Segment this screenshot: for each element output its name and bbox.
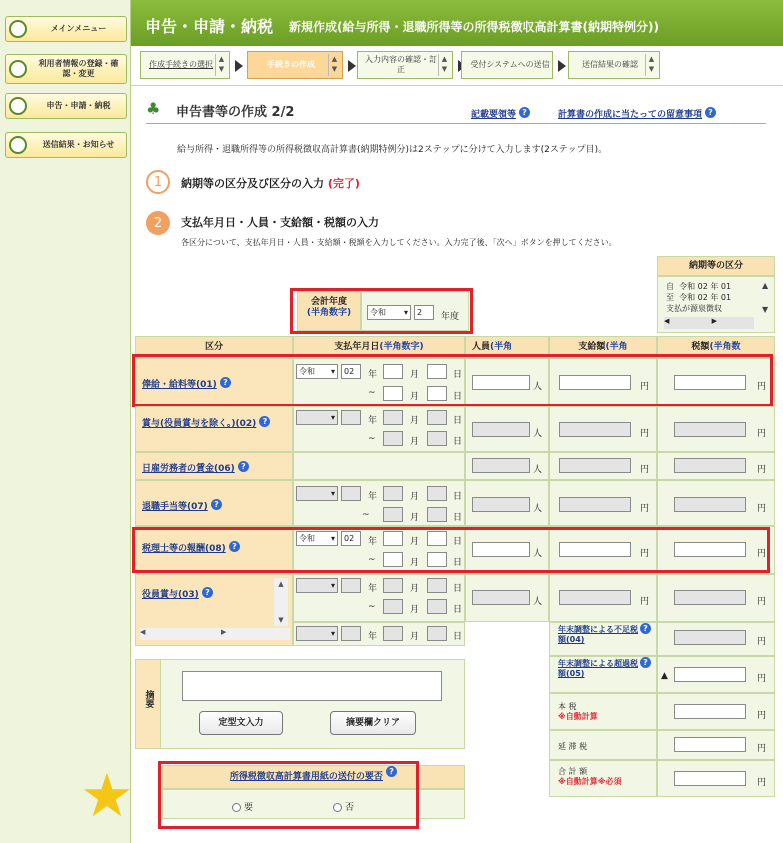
excess-input[interactable] (674, 667, 746, 682)
yen-unit: 円 (757, 429, 767, 439)
month-input[interactable] (383, 486, 403, 501)
row-label-link[interactable]: 日雇労務者の賃金(06) (142, 464, 235, 474)
day-unit: 日 (453, 605, 463, 615)
progress-steps (131, 46, 783, 86)
help-icon[interactable]: ? (640, 623, 651, 634)
scroll-arrows-icon: ▲ ▼ (328, 54, 340, 76)
day-unit: 日 (453, 437, 463, 447)
intro-text: 給与所得・退職所得等の所得税徴収高計算書(納期特例分)は2ステップに分けて入力します(2ステップ目)。 (177, 145, 608, 155)
tax-input[interactable] (674, 458, 746, 473)
era-select[interactable] (296, 410, 338, 425)
sidebar-item-main-menu[interactable]: メインメニュー (5, 16, 127, 42)
era-select[interactable] (296, 626, 338, 641)
pay-input[interactable] (559, 590, 631, 605)
day-input[interactable] (427, 578, 447, 593)
memo-clear-button[interactable]: 摘要欄クリア (330, 711, 416, 735)
step1-status: (完了) (327, 177, 360, 190)
tilde: ~ (368, 388, 376, 398)
help-icon[interactable]: ? (202, 587, 213, 598)
fiscal-era-select[interactable]: 令和 ▾ (367, 305, 411, 320)
day-unit: 日 (453, 370, 463, 380)
year-unit: 年 (368, 416, 378, 426)
yen-unit: 円 (757, 504, 767, 514)
from-value: 令和 02 年 01 (679, 282, 732, 291)
era-select[interactable]: 令和 ▾ (296, 364, 338, 379)
header-pay-label: 支給額 (578, 342, 606, 352)
yen-unit: 円 (640, 429, 650, 439)
highlight-box (290, 288, 473, 334)
day-input[interactable] (427, 599, 447, 614)
scroll-arrows-icon: ▲ ▼ (215, 54, 227, 76)
people-input[interactable] (472, 497, 530, 512)
total-label: 合 計 額 (558, 767, 588, 776)
header-category: 区分 (135, 336, 293, 358)
day-unit: 日 (453, 537, 463, 547)
header-date-label: 支払年月日 (334, 342, 380, 352)
memo-label: 摘要 (143, 690, 154, 708)
day-input[interactable] (427, 626, 447, 641)
arrow-right-icon (348, 60, 356, 72)
menu-icon (9, 20, 27, 38)
step2-label: 支払年月日・人員・支給額・税額の入力 (181, 216, 379, 229)
month-input[interactable] (383, 431, 403, 446)
clover-icon: ♣ (146, 99, 161, 118)
people-unit: 人 (533, 597, 543, 607)
era-select[interactable] (296, 578, 338, 593)
row-label-link[interactable]: 退職手当等(07) (142, 502, 208, 512)
send-label-link[interactable]: 所得税徴収高計算書用紙の送付の要否 (229, 772, 383, 782)
row-06-date (293, 452, 465, 480)
tax-input[interactable] (674, 497, 746, 512)
help-icon[interactable]: ? (640, 657, 651, 668)
month-unit: 月 (410, 492, 420, 502)
day-unit: 日 (453, 584, 463, 594)
fixed-text-button[interactable]: 定型文入力 (199, 711, 283, 735)
month-unit: 月 (410, 605, 420, 615)
step-result: 送信結果の確認 ▲ ▼ (568, 51, 660, 79)
scrollbar[interactable]: ▲ ▼ (762, 281, 769, 314)
day-unit: 日 (453, 632, 463, 642)
notes-link[interactable]: 計算書の作成に当たっての留意事項 ? (558, 107, 716, 120)
step1-label: 納期等の区分及び区分の入力 (181, 177, 324, 190)
honzei-label: 本 税 (558, 702, 577, 711)
day-unit: 日 (453, 416, 463, 426)
day-input[interactable] (427, 486, 447, 501)
fiscal-label: 会計年度 (310, 297, 347, 307)
page-header (131, 0, 783, 46)
horizontal-scrollbar[interactable]: ◀ ▶ (140, 628, 290, 640)
step1-row (181, 175, 360, 191)
row-label-link[interactable]: 税理士等の報酬(08) (142, 544, 226, 554)
step-confirm: 入力内容の確認・訂正 ▲ ▼ (357, 51, 453, 79)
month-unit: 月 (410, 416, 420, 426)
row-06-label (135, 452, 293, 480)
divider (146, 123, 766, 124)
month-input[interactable] (383, 410, 403, 425)
section-title: 申告・申請・納税 (145, 17, 274, 36)
pay-input[interactable] (559, 422, 631, 437)
yen-unit: 円 (757, 465, 767, 475)
month-input[interactable] (383, 626, 403, 641)
yen-unit: 円 (757, 711, 767, 721)
tilde: ~ (368, 602, 376, 612)
period-note: 支払が源泉徴収 (666, 304, 722, 313)
help-icon[interactable]: ? (238, 461, 249, 472)
people-unit: 人 (533, 429, 543, 439)
day-unit: 日 (453, 513, 463, 523)
tilde: ~ (362, 510, 370, 520)
yen-unit: 円 (757, 778, 767, 788)
day-unit: 日 (453, 392, 463, 402)
excess-label-cell (549, 656, 657, 693)
people-input[interactable] (472, 590, 530, 605)
scroll-arrows-icon: ▲ ▼ (438, 54, 450, 76)
yen-unit: 円 (640, 504, 650, 514)
horizontal-scrollbar[interactable]: ◀ ▶ (664, 317, 754, 329)
year-unit: 年 (368, 537, 378, 547)
yen-unit: 円 (757, 744, 767, 754)
step-select[interactable]: 作成手続きの選択 ▲ ▼ (140, 51, 230, 79)
month-unit: 月 (410, 513, 420, 523)
radio-yes-label: 要 (244, 803, 254, 813)
pay-input[interactable] (559, 497, 631, 512)
radio-no-label: 否 (345, 803, 355, 813)
people-unit: 人 (533, 504, 543, 514)
month-unit: 月 (410, 584, 420, 594)
month-unit: 月 (410, 392, 420, 402)
shortage-input[interactable] (674, 630, 746, 645)
month-unit: 月 (410, 537, 420, 547)
year-unit: 年 (368, 492, 378, 502)
highlight-box (158, 761, 419, 829)
period-from (666, 281, 774, 292)
year-input[interactable] (341, 410, 361, 425)
yen-unit: 円 (757, 597, 767, 607)
sidebar-item-user-info[interactable]: 利用者情報の登録・確認・変更 (5, 54, 127, 84)
sidebar-item-results[interactable]: 送信結果・お知らせ (5, 132, 127, 158)
month-unit: 月 (410, 370, 420, 380)
help-icon[interactable]: ? (259, 416, 270, 427)
era-select[interactable]: 令和 ▾ (296, 531, 338, 546)
honzei-label-cell (549, 693, 657, 730)
month-unit: 月 (410, 437, 420, 447)
row-label-link[interactable]: 俸給・給料等(01) (142, 380, 217, 390)
row-02-label (135, 406, 293, 452)
yen-unit: 円 (757, 674, 767, 684)
yen-unit: 円 (757, 549, 767, 559)
yen-unit: 円 (757, 382, 767, 392)
memo-label-cell (135, 659, 161, 749)
excess-link[interactable]: 年末調整による超過税額(05) (558, 659, 638, 678)
header-people-hint: (半角 (490, 342, 513, 352)
year-unit: 年 (368, 632, 378, 642)
year-input[interactable] (341, 626, 361, 641)
sidebar (0, 0, 131, 843)
fiscal-year-input[interactable]: 2 (414, 305, 434, 320)
vertical-scrollbar[interactable]: ▲ ▼ (274, 578, 288, 626)
month-unit: 月 (410, 632, 420, 642)
year-input[interactable]: 02 (341, 364, 361, 379)
step2-desc: 各区分について、支払年月日・人員・支給額・税額を入力してください。入力完了後、「次へ」ボタンを押してください。 (181, 238, 617, 247)
help-icon[interactable]: ? (705, 107, 716, 118)
from-label: 自 (666, 282, 674, 291)
step-send: 受付システムへの送信 (461, 51, 553, 79)
auto-required-note: ※自動計算※必須 (558, 777, 622, 786)
year-input[interactable] (341, 486, 361, 501)
shortage-label-cell (549, 622, 657, 656)
row-label-link[interactable]: 賞与(役員賞与を除く。)(02) (142, 419, 257, 429)
header-pay-hint: (半角 (605, 342, 628, 352)
help-icon[interactable]: ? (386, 766, 397, 777)
guide-link[interactable]: 記載要領等 ? (471, 107, 530, 120)
day-unit: 日 (453, 492, 463, 502)
tilde: ~ (368, 555, 376, 565)
period-to (666, 292, 774, 303)
month-unit: 月 (410, 558, 420, 568)
year-input[interactable] (341, 578, 361, 593)
arrow-right-icon (558, 60, 566, 72)
shortage-link[interactable]: 年末調整による不足税額(04) (558, 625, 638, 644)
help-icon[interactable]: ? (519, 107, 530, 118)
month-input[interactable] (383, 507, 403, 522)
year-unit: 年度 (441, 312, 460, 322)
target-icon (9, 60, 27, 78)
header-people-label: 人員 (472, 342, 491, 352)
year-unit: 年 (368, 584, 378, 594)
auto-calc-note: ※自動計算 (558, 712, 598, 721)
entai-label-cell (549, 730, 657, 760)
people-unit: 人 (533, 382, 543, 392)
people-unit: 人 (533, 465, 543, 475)
era-select[interactable] (296, 486, 338, 501)
to-label: 至 (666, 293, 674, 302)
row-label-link[interactable]: 役員賞与(03) (142, 590, 199, 600)
year-input[interactable]: 02 (341, 531, 361, 546)
sidebar-item-declaration[interactable]: 申告・申請・納税 (5, 93, 127, 119)
yen-unit: 円 (640, 597, 650, 607)
entai-input[interactable] (674, 737, 746, 752)
step-create: 手続きの作成 ▲ ▼ (247, 51, 343, 79)
people-input[interactable] (472, 422, 530, 437)
clock-icon (9, 136, 27, 154)
total-label-cell (549, 760, 657, 797)
highlight-box (132, 527, 770, 573)
yen-unit: 円 (640, 382, 650, 392)
help-icon[interactable]: ? (229, 541, 240, 552)
fiscal-hint: (半角数字) (306, 308, 352, 318)
help-icon[interactable]: ? (211, 499, 222, 510)
star-icon: ★ (80, 761, 134, 831)
people-input[interactable] (472, 458, 530, 473)
step-number: 1 (146, 170, 170, 194)
day-input[interactable] (427, 507, 447, 522)
day-input[interactable] (427, 410, 447, 425)
tax-input[interactable] (674, 590, 746, 605)
day-unit: 日 (453, 558, 463, 568)
pay-input[interactable] (559, 458, 631, 473)
help-icon[interactable]: ? (220, 377, 231, 388)
page-title: 申告書等の作成 2/2 (176, 105, 295, 120)
minus-marker-icon: ▲ (661, 671, 668, 681)
month-input[interactable] (383, 599, 403, 614)
yen-unit: 円 (640, 549, 650, 559)
entai-label: 延 滞 税 (558, 742, 588, 751)
to-value: 令和 02 年 01 (679, 293, 732, 302)
month-input[interactable] (383, 578, 403, 593)
scroll-arrows-icon: ▲ ▼ (645, 54, 657, 76)
header-date-hint: (半角数字) (379, 342, 424, 352)
row-07-label (135, 480, 293, 526)
total-input (674, 771, 746, 786)
step-number: 2 (146, 211, 170, 235)
page-subtitle: 新規作成(給与所得・退職所得等の所得税徴収高計算書(納期特例分)) (289, 20, 659, 34)
header-tax-hint: (半角数 (709, 342, 741, 352)
period-header: 納期等の区分 (657, 256, 775, 276)
tilde: ~ (368, 434, 376, 444)
people-unit: 人 (533, 549, 543, 559)
yen-unit: 円 (640, 465, 650, 475)
honzei-input (674, 704, 746, 719)
tax-input[interactable] (674, 422, 746, 437)
yen-unit: 円 (757, 637, 767, 647)
memo-textarea[interactable] (182, 671, 442, 701)
day-input[interactable] (427, 431, 447, 446)
year-unit: 年 (368, 370, 378, 380)
document-icon (9, 97, 27, 115)
highlight-box (132, 354, 773, 407)
arrow-right-icon (235, 60, 243, 72)
header-tax-label: 税額 (691, 342, 710, 352)
